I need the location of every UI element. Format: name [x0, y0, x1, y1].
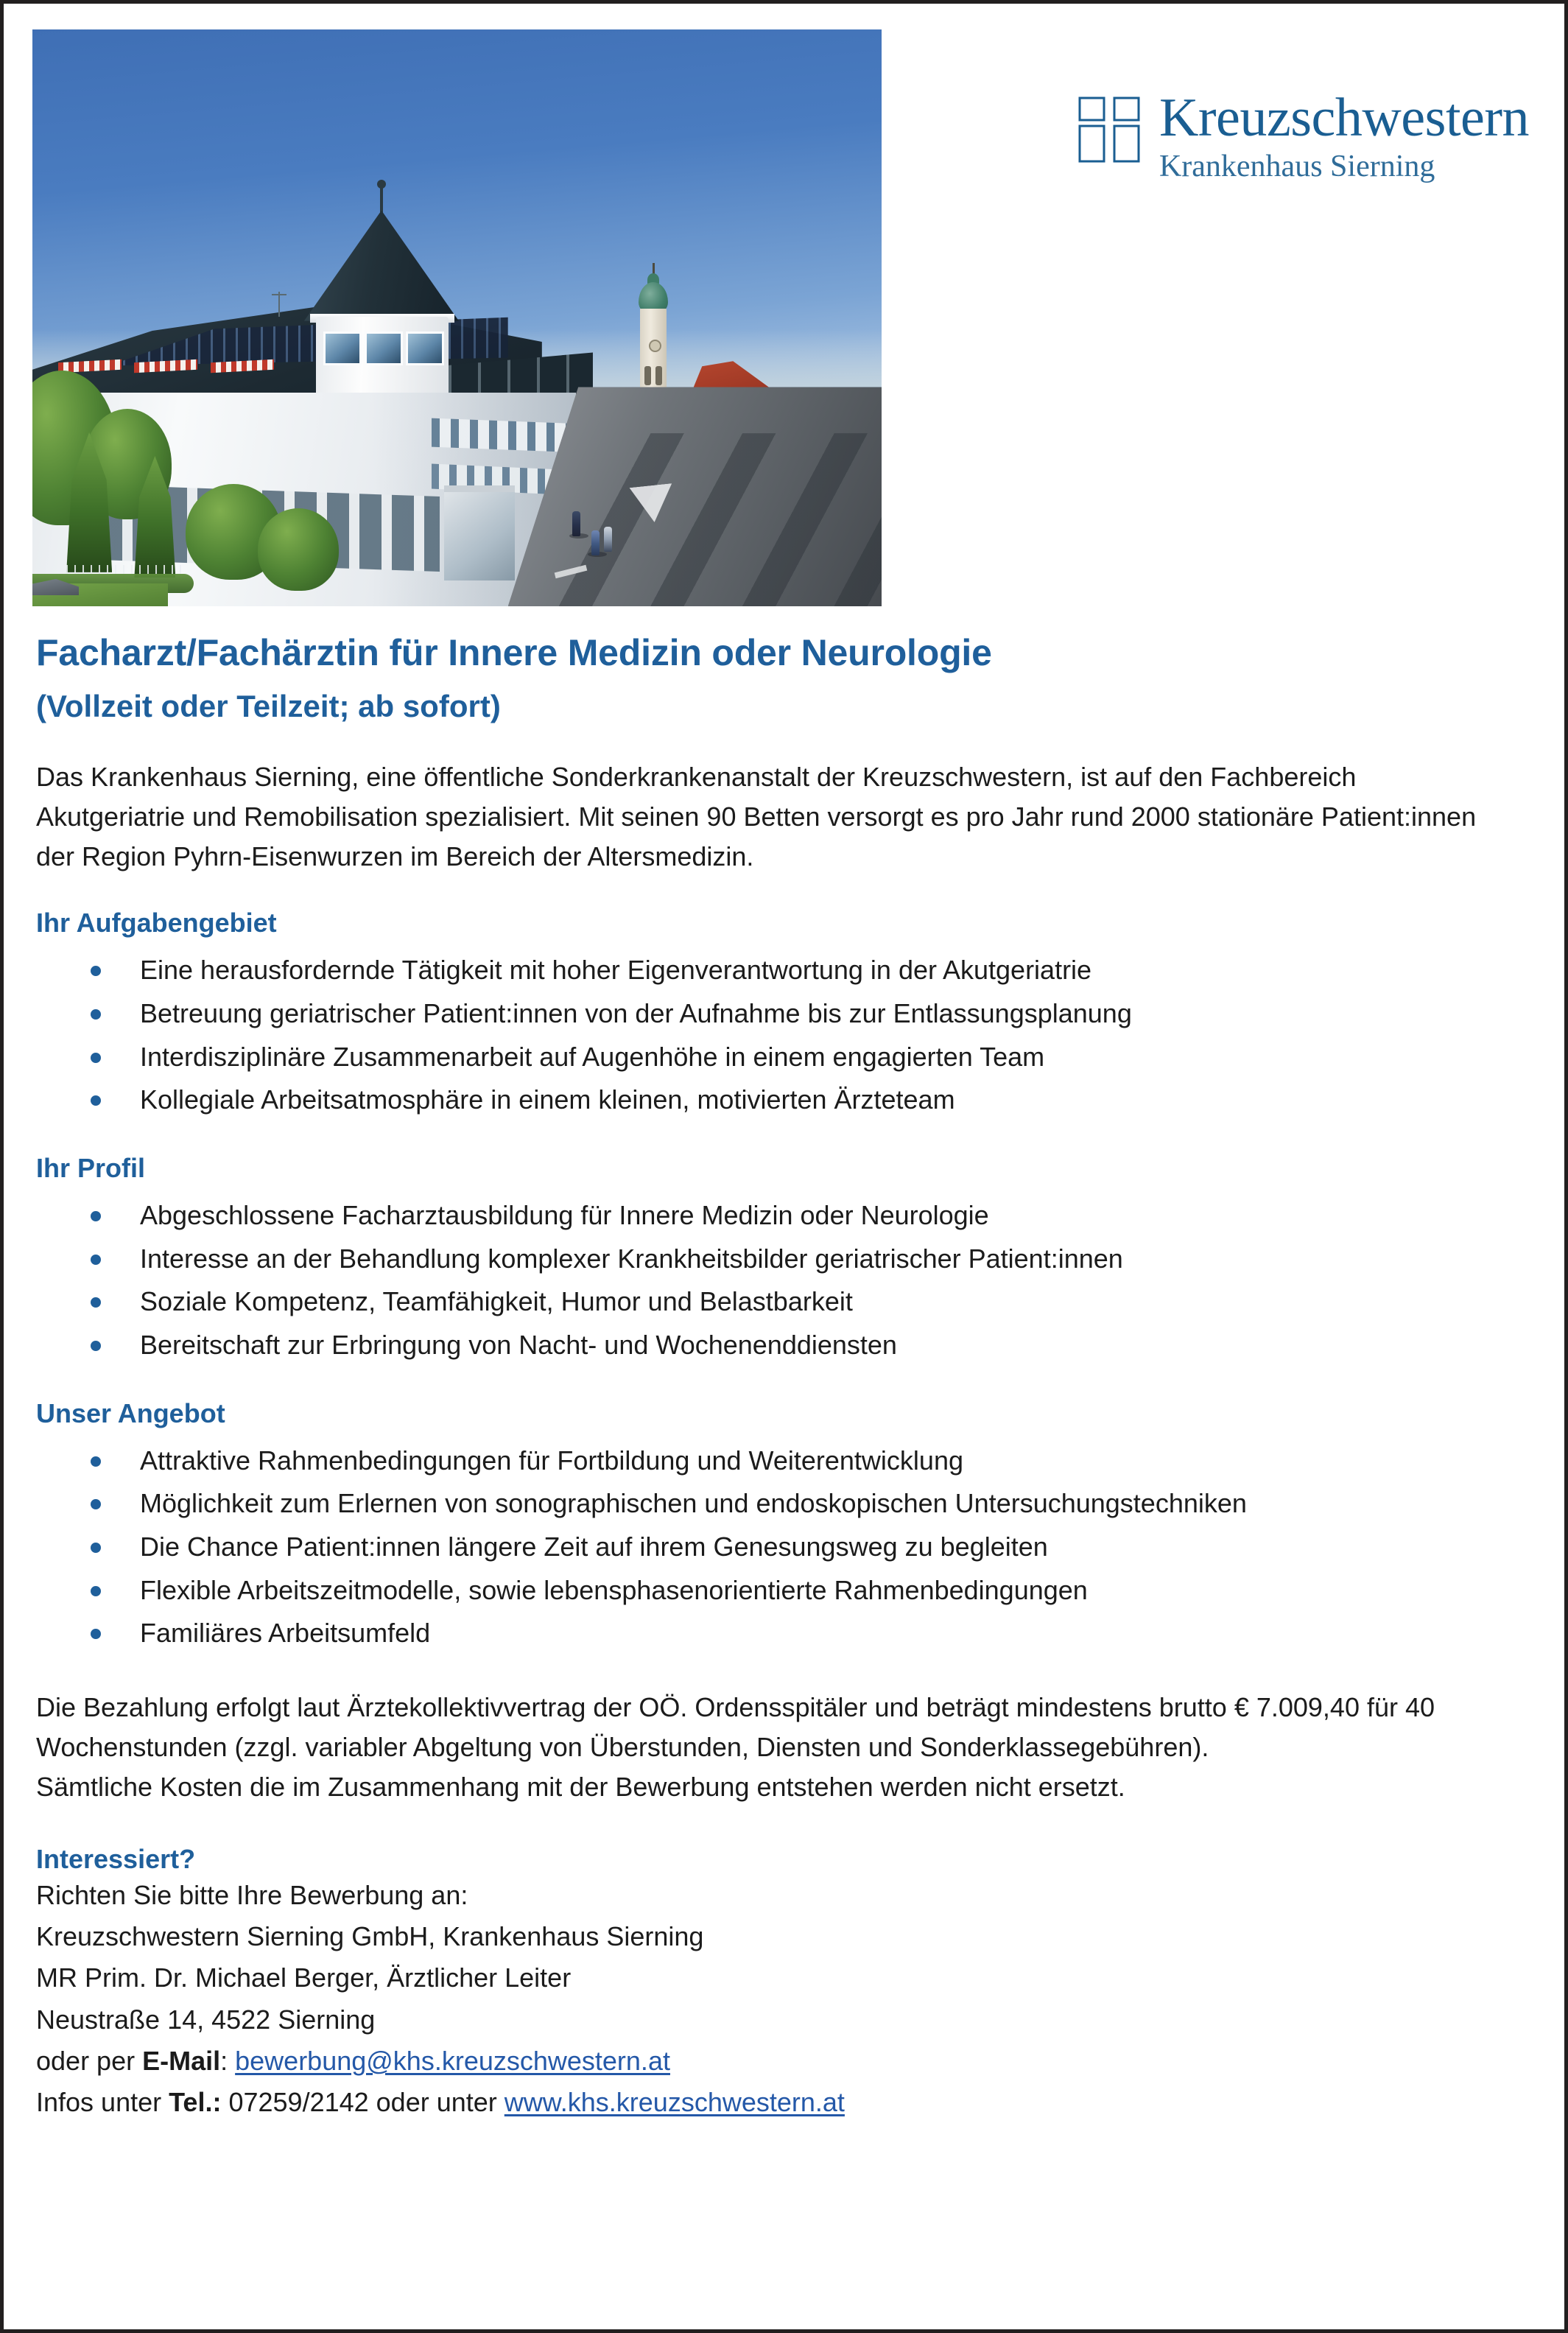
- tasks-list: [36, 949, 1520, 1122]
- list-item: Attraktive Rahmenbedingungen für Fortbildung und Weiterentwicklung: [36, 1439, 1520, 1483]
- contact-address: Neustraße 14, 4522 Sierning: [36, 2004, 376, 2035]
- logo-subtitle: Krankenhaus Sierning: [1159, 150, 1435, 184]
- email-prefix: oder per: [36, 2045, 143, 2076]
- website-link[interactable]: www.khs.kreuzschwestern.at: [504, 2086, 845, 2117]
- kreuzschwestern-logo: [1078, 88, 1529, 184]
- page-inner: [4, 4, 1564, 2329]
- email-separator: :: [220, 2045, 236, 2076]
- list-item: Flexible Arbeitszeitmodelle, sowie lebensphasenorientierte Rahmenbedingungen: [36, 1569, 1520, 1613]
- turret-window: [323, 331, 362, 365]
- garden-fence: [66, 565, 185, 575]
- offer-list: [36, 1439, 1520, 1655]
- pedestrian: [604, 527, 612, 552]
- contact-phone-line: [36, 2082, 1520, 2123]
- list-item: Abgeschlossene Facharztausbildung für Innere Medizin oder Neurologie: [36, 1194, 1520, 1238]
- list-item: Interdisziplinäre Zusammenarbeit auf Augenhöhe in einem engagierten Team: [36, 1036, 1520, 1079]
- turret-roof: [304, 211, 459, 321]
- tower-clock: [649, 340, 661, 352]
- section-heading-profile: Ihr Profil: [36, 1153, 146, 1184]
- phone-prefix: Infos unter: [36, 2086, 169, 2117]
- cross-in-square-icon: [1078, 97, 1140, 163]
- costs-note: Sämtliche Kosten die im Zusammenhang mit der Bewerbung entstehen werden nicht ersetzt.: [36, 1772, 1125, 1803]
- list-item: Bereitschaft zur Erbringung von Nacht- und Wochenenddiensten: [36, 1324, 1520, 1367]
- turret-window: [406, 331, 444, 365]
- street-tree-shadows: [559, 433, 882, 606]
- list-item: Familiäres Arbeitsumfeld: [36, 1612, 1520, 1655]
- list-item: Eine herausfordernde Tätigkeit mit hoher Eigenverantwortung in der Akutgeriatrie: [36, 949, 1520, 992]
- list-item: Interesse an der Behandlung komplexer Krankheitsbilder geriatrischer Patient:innen: [36, 1238, 1520, 1281]
- intro-paragraph: Das Krankenhaus Sierning, eine öffentliche Sonderkrankenanstalt der Kreuzschwestern, ist auf den Fachbereich Akutgeriatrie und Remobilisation spezialisiert. Mit seinen 90 Betten versorgt es pro Jahr rund 2000 stationäre Patient:innen der Region Pyhrn-Eisenwurzen im Bereich der Altersmedizin.: [36, 762, 1477, 872]
- phone-label: Tel.:: [169, 2086, 222, 2117]
- roof-antenna: [278, 292, 280, 317]
- list-item: Kollegiale Arbeitsatmosphäre in einem kleinen, motivierten Ärzteteam: [36, 1078, 1520, 1122]
- garden-greenery: [32, 376, 449, 606]
- tower-louvre: [644, 366, 651, 385]
- contact-company: Kreuzschwestern Sierning GmbH, Krankenhaus Sierning: [36, 1921, 704, 1952]
- contact-person: MR Prim. Dr. Michael Berger, Ärztlicher Leiter: [36, 1962, 572, 1993]
- logo-name: Kreuzschwestern: [1159, 88, 1529, 148]
- job-subtitle: (Vollzeit oder Teilzeit; ab sofort): [36, 689, 501, 723]
- pay-paragraph: Die Bezahlung erfolgt laut Ärztekollektivvertrag der OÖ. Ordensspitäler und beträgt mindestens brutto € 7.009,40 für 40 Wochenstunden (zzgl. variabler Abgeltung von Überstunden, Diensten und Sonderklassegebühren).: [36, 1692, 1435, 1763]
- list-item: Die Chance Patient:innen längere Zeit auf ihrem Genesungsweg zu begleiten: [36, 1526, 1520, 1569]
- section-heading-offer: Unser Angebot: [36, 1397, 225, 1428]
- hospital-entrance: [444, 485, 515, 580]
- pedestrian: [572, 511, 580, 536]
- list-item: Soziale Kompetenz, Teamfähigkeit, Humor und Belastbarkeit: [36, 1280, 1520, 1324]
- pedestrian: [591, 530, 600, 555]
- page-title: Facharzt/Fachärztin für Innere Medizin oder Neurologie: [36, 632, 992, 673]
- section-heading-interested: Interessiert?: [36, 1844, 196, 1875]
- hospital-building-photo: [32, 29, 882, 606]
- turret-window: [365, 331, 403, 365]
- phone-number: 07259/2142 oder unter: [221, 2086, 504, 2117]
- email-link[interactable]: bewerbung@khs.kreuzschwestern.at: [235, 2045, 670, 2076]
- profile-list: [36, 1194, 1520, 1367]
- logo-wordmark: [1159, 88, 1529, 184]
- list-item: Betreuung geriatrischer Patient:innen von der Aufnahme bis zur Entlassungsplanung: [36, 992, 1520, 1036]
- tower-louvre: [655, 366, 662, 385]
- section-heading-tasks: Ihr Aufgabengebiet: [36, 908, 277, 939]
- tree: [258, 508, 339, 591]
- contact-intro: Richten Sie bitte Ihre Bewerbung an:: [36, 1880, 468, 1911]
- email-label: E-Mail: [142, 2045, 221, 2076]
- contact-email-line: [36, 2041, 1520, 2082]
- list-item: Möglichkeit zum Erlernen von sonographischen und endoskopischen Untersuchungstechniken: [36, 1482, 1520, 1526]
- posting-content: [36, 631, 1520, 2123]
